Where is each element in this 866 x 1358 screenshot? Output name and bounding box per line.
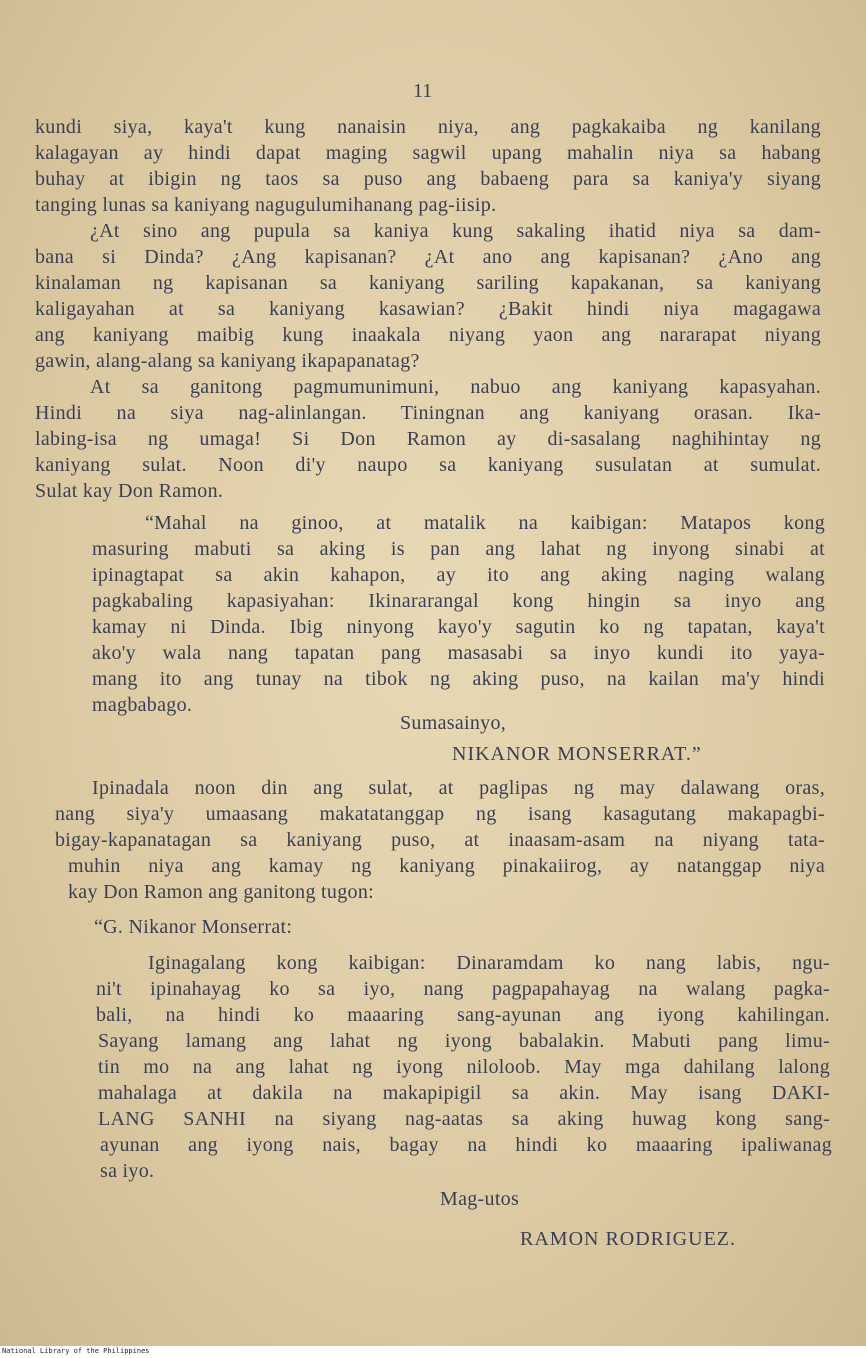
letter-line: tin mo na ang lahat ng iyong niloloob. May mga dahilang lalong [98, 1056, 830, 1078]
letter-closing: Mag-utos [440, 1188, 520, 1210]
text-line: tanging lunas sa kaniyang nagugulumihanang pag-iisip. [35, 194, 497, 216]
letter-closing: Sumasainyo, [400, 712, 507, 734]
letter-line: ni't ipinahayag ko sa iyo, nang pagpapahayag na walang pagka- [96, 978, 830, 1000]
text-line: bigay-kapanatagan sa kaniyang puso, at inaasam-asam na niyang tata- [55, 829, 825, 851]
letter-signature: NIKANOR MONSERRAT.” [452, 743, 702, 765]
text-line: muhin niya ang kamay ng kaniyang pinakaiirog, ay natanggap niya [68, 855, 825, 877]
text-line: Ipinadala noon din ang sulat, at paglipas ng may dalawang oras, [92, 777, 825, 799]
text-line: labing-isa ng umaga! Si Don Ramon ay di-sasalang naghihintay ng [35, 428, 821, 450]
letter-line: masuring mabuti sa aking is pan ang lahat ng inyong sinabi at [92, 538, 825, 560]
library-credit: National Library of the Philippines [2, 1347, 150, 1355]
letter-line: magbabago. [92, 694, 193, 716]
letter-line: LANG SANHI na siyang nag-aatas sa aking huwag kong sang- [98, 1108, 830, 1130]
page-number: 11 [413, 80, 433, 102]
letter-line: ipinagtapat sa akin kahapon, ay ito ang aking naging walang [92, 564, 825, 586]
letter-line: ako'y wala nang tapatan pang masasabi sa inyo kundi ito yaya- [92, 642, 825, 664]
letter-line: pagkabaling kapasiyahan: Ikinararangal kong hingin sa inyo ang [92, 590, 825, 612]
letter-line: sa iyo. [100, 1160, 155, 1182]
letter-line: mang ito ang tunay na tibok ng aking puso, na kailan ma'y hindi [92, 668, 825, 690]
text-line: Hindi na siya nag-alinlangan. Tiningnan ang kaniyang orasan. Ika- [35, 402, 821, 424]
text-line: Sulat kay Don Ramon. [35, 480, 224, 502]
text-line: buhay at ibigin ng taos sa puso ang babaeng para sa kaniya'y siyang [35, 168, 821, 190]
text-line: kundi siya, kaya't kung nanaisin niya, ang pagkakaiba ng kanilang [35, 116, 821, 138]
text-line: kalagayan ay hindi dapat maging sagwil upang mahalin niya sa habang [35, 142, 821, 164]
letter-line: mahalaga at dakila na makapipigil sa akin. May isang DAKI- [98, 1082, 830, 1104]
text-line: At sa ganitong pagmumunimuni, nabuo ang kaniyang kapasyahan. [90, 376, 821, 398]
text-line: nang siya'y umaasang makatatanggap ng isang kasagutang makapagbi- [55, 803, 825, 825]
letter-salutation: “G. Nikanor Monserrat: [94, 916, 293, 938]
text-line: kaligayahan at sa kaniyang kasawian? ¿Bakit hindi niya magagawa [35, 298, 821, 320]
text-line: bana si Dinda? ¿Ang kapisanan? ¿At ano ang kapisanan? ¿Ano ang [35, 246, 821, 268]
text-line: ¿At sino ang pupula sa kaniya kung sakaling ihatid niya sa dam- [90, 220, 821, 242]
letter-line: kamay ni Dinda. Ibig ninyong kayo'y sagutin ko ng tapatan, kaya't [92, 616, 825, 638]
text-line: kinalaman ng kapisanan sa kaniyang sariling kapakanan, sa kaniyang [35, 272, 821, 294]
letter-line: bali, na hindi ko maaaring sang-ayunan ang iyong kahilingan. [96, 1004, 830, 1026]
text-line: ang kaniyang maibig kung inaakala niyang yaon ang nararapat niyang [35, 324, 821, 346]
text-line: kay Don Ramon ang ganitong tugon: [68, 881, 374, 903]
letter-line: “Mahal na ginoo, at matalik na kaibigan: Matapos kong [145, 512, 825, 534]
text-line: kaniyang sulat. Noon di'y naupo sa kaniyang susulatan at sumulat. [35, 454, 821, 476]
text-line: gawin, alang-alang sa kaniyang ikapapanatag? [35, 350, 420, 372]
letter-signature: RAMON RODRIGUEZ. [520, 1228, 736, 1250]
letter-line: Sayang lamang ang lahat ng iyong babalakin. Mabuti pang limu- [98, 1030, 830, 1052]
letter-line: Iginagalang kong kaibigan: Dinaramdam ko nang labis, ngu- [148, 952, 830, 974]
letter-line: ayunan ang iyong nais, bagay na hindi ko maaaring ipaliwanag [100, 1134, 832, 1156]
